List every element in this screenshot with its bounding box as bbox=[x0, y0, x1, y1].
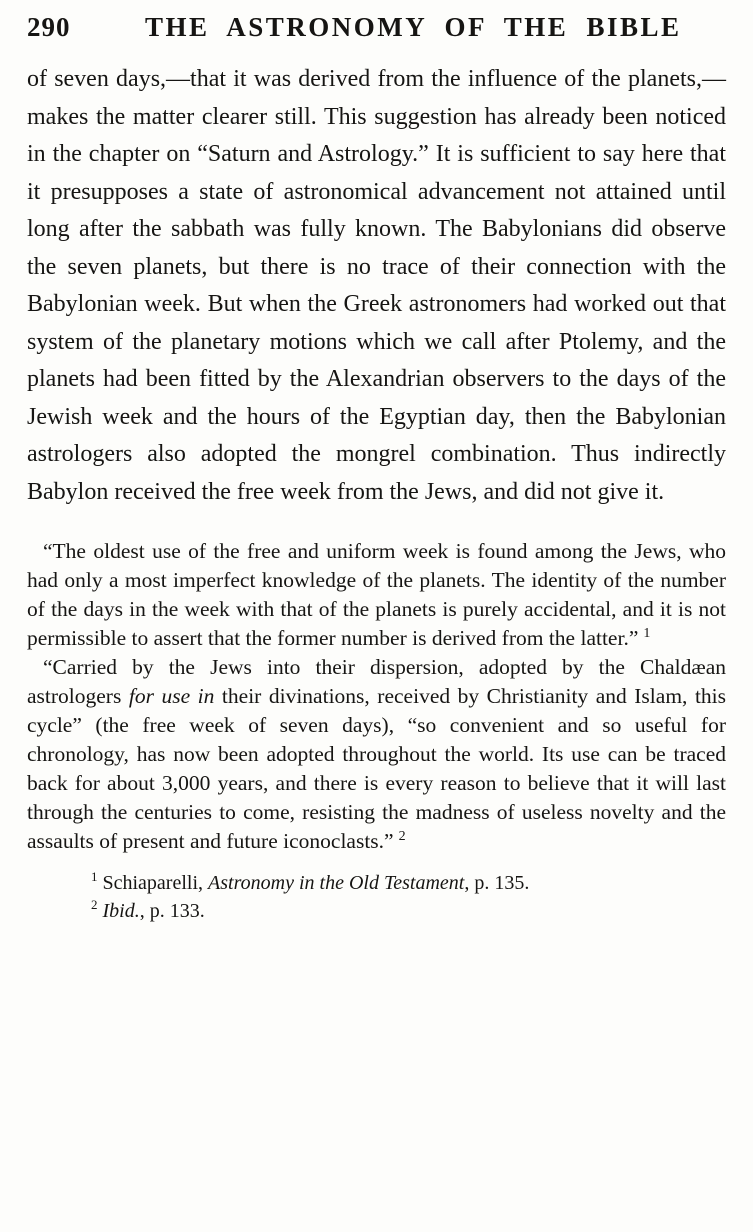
footnote-1-work-title: Astronomy in the Old Testament bbox=[208, 872, 465, 894]
footnote-ref-1: 1 bbox=[643, 625, 651, 641]
quote-2-text-b: their divinations, received by Christianity and Islam, this cycle” (the free week of seven days), “so convenient and so useful for chronology, has now been adopted throughout the world. Its use can be traced back for about 3,000 years, and there is every reason to believe that it will last through the centuries to come, resisting the madness of useless novelty and the assaults of present and future iconoclasts.” bbox=[27, 684, 727, 853]
page-body bbox=[27, 61, 726, 925]
page-number: 290 bbox=[27, 12, 71, 42]
page-header-title: THE ASTRONOMY OF THE BIBLE bbox=[144, 12, 682, 42]
running-head bbox=[27, 12, 726, 43]
footnote-2-text-post: , p. 133. bbox=[139, 899, 205, 922]
footnote-2-work-title: Ibid. bbox=[102, 899, 140, 922]
footnote-1-text-post: , p. 135. bbox=[464, 872, 530, 894]
paragraph-main: of seven days,—that it was derived from the influence of the planets,—makes the matter clearer still. This suggestion has already been noticed in the chapter on “Saturn and Astrology.” It is sufficient to say here that it presupposes a state of astronomical advancement not attained until long after the sabbath was fully known. The Babylonians did observe the seven planets, but there is no trace of their connection with the Babylonian week. But when the Greek astronomers had worked out that system of the planetary motions which we call after Ptolemy, and the planets had been fitted by the Alexandrian observers to the days of the Jewish week and the hours of the Egyptian day, then the Babylonian astrologers also adopted the mongrel combination. Thus indirectly Babylon received the free week from the Jews, and did not give it. bbox=[27, 66, 726, 505]
footnote-1-marker: 1 bbox=[91, 869, 98, 885]
quote-1-text: “The oldest use of the free and uniform week is found among the Jews, who had only a most imperfect knowledge of the planets. The identity of the number of the days in the week with that of the planets is purely accidental, and it is not permissible to assert that the former number is derived from the latter.” bbox=[27, 539, 726, 650]
footnote-1-text-pre: Schiaparelli, bbox=[102, 872, 209, 894]
footnote-2-marker: 2 bbox=[91, 896, 98, 912]
footnote-ref-2: 2 bbox=[398, 828, 406, 844]
quotation-block bbox=[27, 537, 726, 856]
quote-2-italic-phrase: for use in bbox=[128, 684, 215, 708]
quote-paragraph-1 bbox=[27, 537, 726, 653]
footnotes bbox=[27, 870, 726, 925]
quote-2-text-a: “Carried by the Jews into their dispersion, adopted by the Chaldæan astrologers bbox=[27, 655, 726, 708]
footnote-1 bbox=[91, 870, 726, 898]
footnote-2 bbox=[91, 898, 726, 926]
quote-paragraph-2 bbox=[27, 653, 726, 856]
